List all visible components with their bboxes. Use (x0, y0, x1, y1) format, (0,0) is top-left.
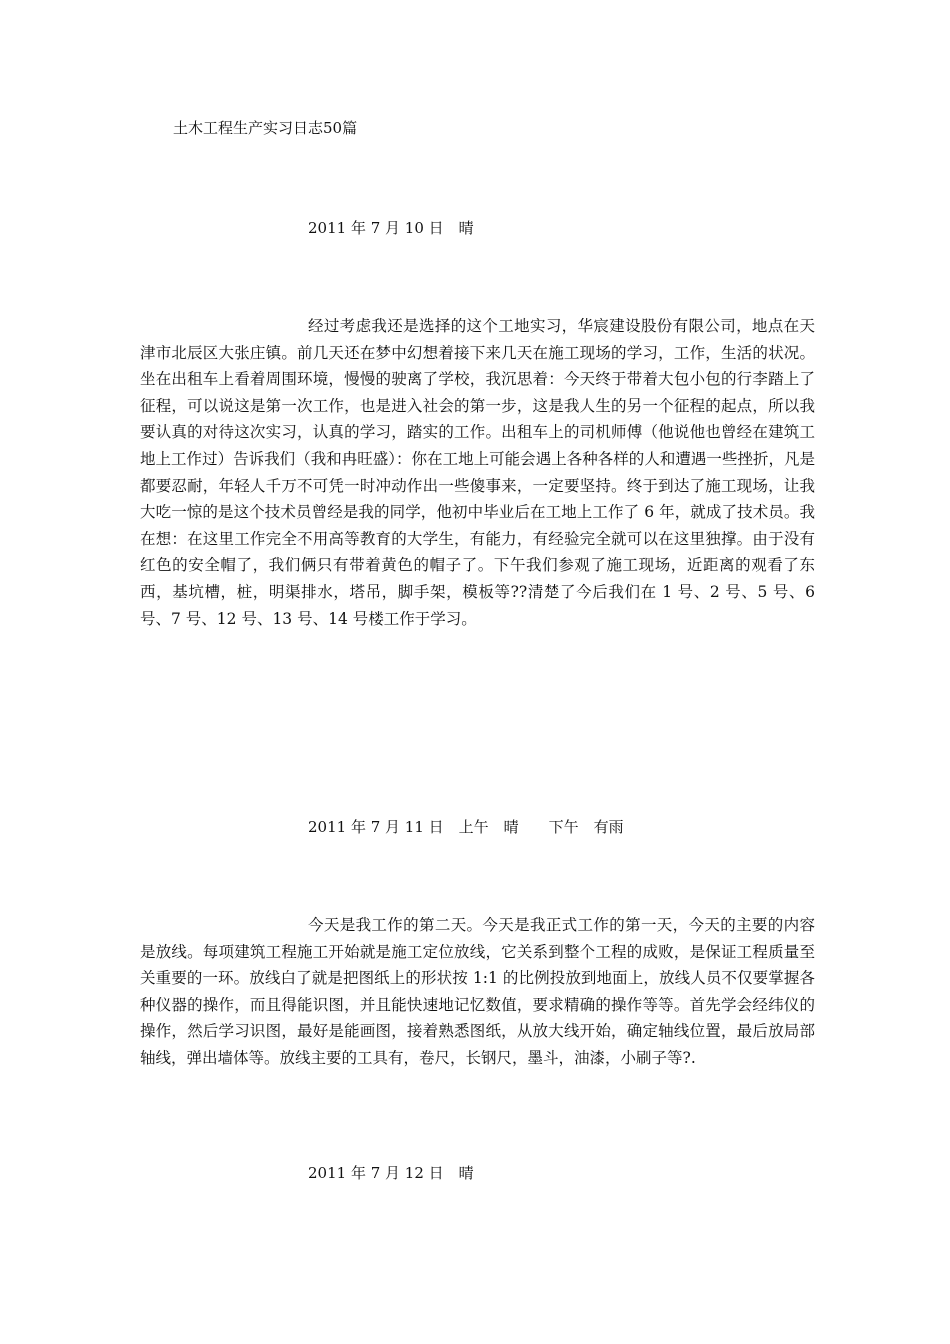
entry-date-line: 2011 年 7 月 11 日 上午 晴 下午 有雨 (308, 818, 624, 836)
entry-date-line: 2011 年 7 月 10 日 晴 (308, 219, 474, 237)
document-title: 土木工程生产实习日志50篇 (173, 119, 358, 137)
entry-body: 今天是我工作的第二天。今天是我正式工作的第一天，今天的主要的内容是放线。每项建筑工程施工开始就是施工定位放线，它关系到整个工程的成败，是保证工程质量至关重要的一环。放线白了就是把图纸上的形状按 1:1 的比例投放到地面上，放线人员不仅要掌握各种仪器的操作，而且得能识图，并且能快速地记忆数值，要求精确的操作等等。首先学会经纬仪的操作，然后学习识图，最好是能画图，接着熟悉图纸，从放大线开始，确定轴线位置，最后放局部轴线，弹出墙体等。放线主要的工具有，卷尺，长钢尺，墨斗，油漆，小刷子等?. (140, 916, 815, 1067)
entry-date-line: 2011 年 7 月 12 日 晴 (308, 1164, 474, 1182)
entry-body: 经过考虑我还是选择的这个工地实习，华宸建设股份有限公司，地点在天津市北辰区大张庄镇。前几天还在梦中幻想着接下来几天在施工现场的学习，工作，生活的状况。坐在出租车上看着周围环境，慢慢的驶离了学校，我沉思着：今天终于带着大包小包的行李踏上了征程，可以说这是第一次工作，也是进入社会的第一步，这是我人生的另一个征程的起点，所以我要认真的对待这次实习，认真的学习，踏实的工作。出租车上的司机师傅（他说他也曾经在建筑工地上工作过）告诉我们（我和冉旺盛）：你在工地上可能会遇上各种各样的人和遭遇一些挫折，凡是都要忍耐，年轻人千万不可凭一时冲动作出一些傻事来，一定要坚持。终于到达了施工现场，让我大吃一惊的是这个技术员曾经是我的同学，他初中毕业后在工地上工作了 6 年，就成了技术员。我在想：在这里工作完全不用高等教育的大学生，有能力，有经验完全就可以在这里独撑。由于没有红色的安全帽了，我们俩只有带着黄色的帽子了。下午我们参观了施工现场，近距离的观看了东西，基坑槽，桩，明渠排水，塔吊，脚手架，模板等??清楚了今后我们在 1 号、2 号、5 号、6 号、7 号、12 号、13 号、14 号楼工作于学习。 (140, 317, 815, 628)
